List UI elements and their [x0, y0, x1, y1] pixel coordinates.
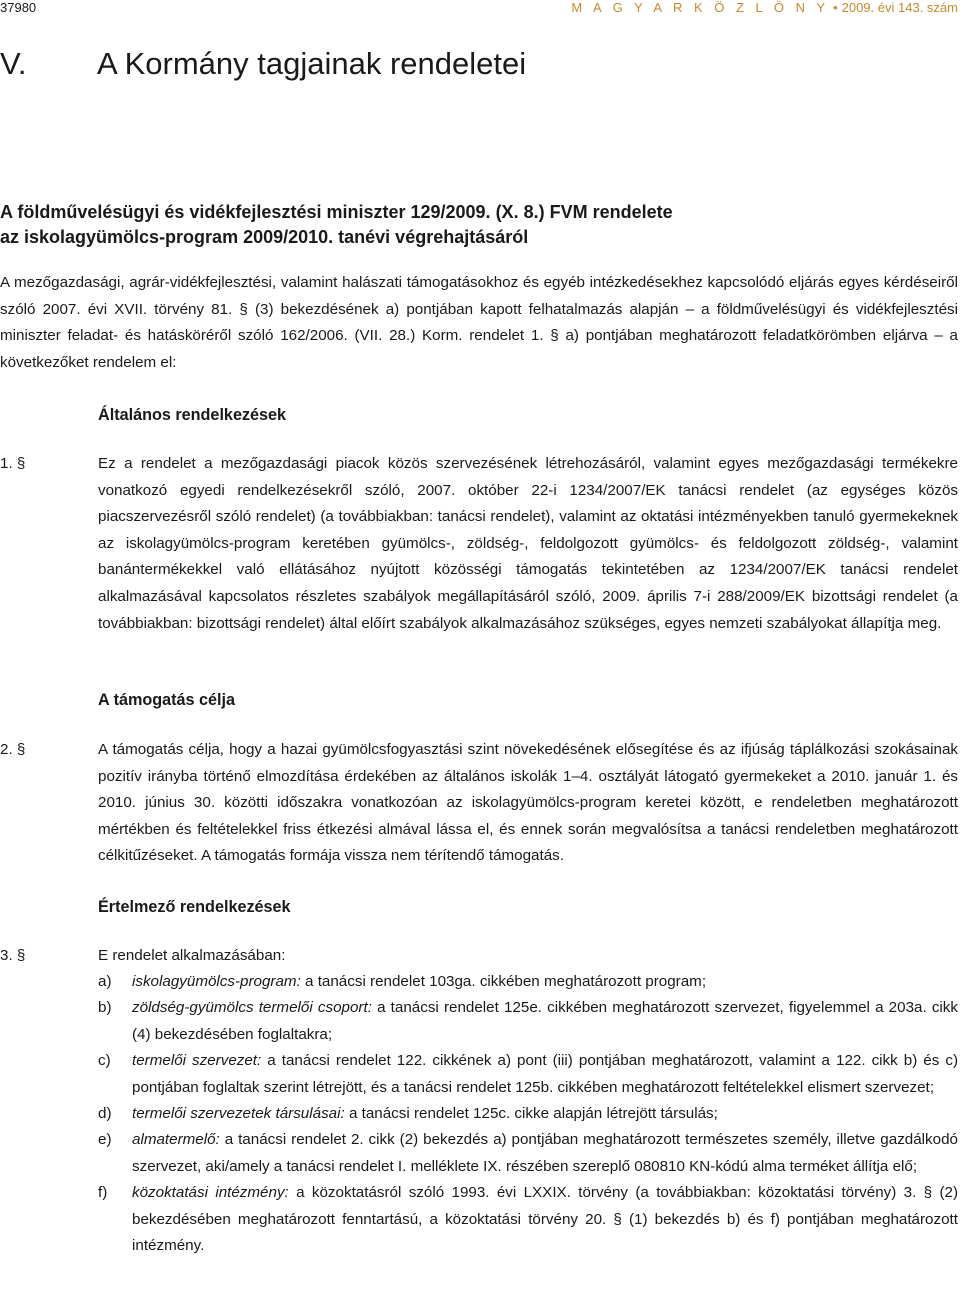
decree-title-line-1: A földművelésügyi és vidékfejlesztési miniszter 129/2009. (X. 8.) FVM rendelete	[0, 202, 673, 222]
paragraph-2	[0, 737, 958, 870]
definition-term: zöldség-gyümölcs termelői csoport:	[132, 999, 372, 1017]
decree-title	[0, 200, 960, 250]
definition-letter: c)	[98, 1052, 111, 1070]
definition-letter: e)	[98, 1131, 112, 1149]
section-heading-general: Általános rendelkezések	[98, 406, 287, 424]
paragraph-3	[0, 943, 958, 970]
definition-text: a tanácsi rendelet 103ga. cikkében meghatározott program;	[300, 973, 707, 990]
journal-name: M A G Y A R K Ö Z L Ö N Y	[571, 0, 830, 15]
paragraph-text: E rendelet alkalmazásában:	[98, 947, 286, 964]
paragraph-number: 1. §	[0, 455, 26, 472]
definition-term: termelői szervezet:	[132, 1052, 262, 1070]
definition-item	[98, 1180, 958, 1259]
definition-item	[98, 1101, 958, 1127]
definition-term: termelői szervezetek társulásai:	[132, 1105, 345, 1123]
definition-item	[98, 995, 958, 1048]
paragraph-1	[0, 451, 958, 637]
paragraph-number: 3. §	[0, 947, 26, 964]
definition-item	[98, 969, 958, 995]
definition-text: a tanácsi rendelet 125e. cikkében meghatározott szervezet, figyelemmel a 203a. cikk (4) bekezdésében foglaltakra;	[132, 999, 958, 1043]
page-number: 37980	[0, 0, 37, 15]
definition-text: a tanácsi rendelet 122. cikkének a) pont (iii) pontjában meghatározott, valamint a 122. cikk b) és c) pontjában foglaltak szerint létrejött, és a tanácsi rendelet 125b. cikkében meghatározott feltételekkel elismert szervezet;	[132, 1052, 959, 1096]
definition-term: iskolagyümölcs-program:	[132, 973, 301, 990]
definitions-list	[0, 969, 958, 1259]
definition-letter: b)	[98, 999, 112, 1017]
bullet-separator: •	[833, 0, 838, 15]
page-header	[0, 0, 958, 16]
paragraph-text: A támogatás célja, hogy a hazai gyümölcsfogyasztási szint növekedésének elősegítése és az ifjúság táplálkozási szokásainak pozitív irányba történő elmozdítása érdekében az általános iskolák 1–4. osztályát látogató gyermekeket a 2010. január 1. és 2010. június 30. közötti időszakra vonatkozóan az iskolagyümölcs-program keretei között, e rendeletben meghatározott mértékben és feltételekkel friss étkezési almával lássa el, és ennek során megvalósítsa a tanácsi rendeletben meghatározott célkitűzéseket. A támogatás formája vissza nem térítendő támogatás.	[98, 741, 958, 865]
journal-reference	[571, 0, 958, 16]
paragraph-text: Ez a rendelet a mezőgazdasági piacok közös szervezésének létrehozásáról, valamint egyes mezőgazdasági termékekre vonatkozó egyedi rendelkezésekről szóló, 2007. október 22-i 1234/2007/EK tanácsi rendelet (az egységes közös piacszervezésről szóló rendelet) (a továbbiakban: tanácsi rendelet), valamint az oktatási intézményekben tanuló gyermekeknek az iskolagyümölcs-program keretében gyümölcs-, zöldség-, feldolgozott gyümölcs- és feldolgozott zöldség-, valamint banántermékekkel való ellátásához nyújtott közösségi támogatás tekintetében az 1234/2007/EK tanácsi rendelet alkalmazásával kapcsolatos részletes szabályok megállapításáról szóló, 2009. április 7-i 288/2009/EK bizottsági rendelet (a továbbiakban: bizottsági rendelet) által előírt szabályok alkalmazásához szükséges, egyes nemzeti szabályokat állapítja meg.	[98, 455, 958, 632]
definition-text: a tanácsi rendelet 2. cikk (2) bekezdés a) pontjában meghatározott természetes személy, illetve gazdálkodó szervezet, aki/amely a tanácsi rendelet I. melléklete IX. részében szereplő 080810 KN-kódú alma terméket állítja elő;	[132, 1131, 958, 1175]
chapter-title: A Kormány tagjainak rendeletei	[97, 46, 527, 81]
section-heading-interpretation: Értelmező rendelkezések	[98, 898, 291, 916]
definition-letter: a)	[98, 973, 112, 990]
paragraph-number: 2. §	[0, 741, 26, 758]
definition-item	[98, 1048, 959, 1101]
definition-letter: d)	[98, 1105, 112, 1123]
decree-title-line-2: az iskolagyümölcs-program 2009/2010. tanévi végrehajtásáról	[0, 227, 529, 247]
definition-letter: f)	[98, 1184, 108, 1202]
decree-preamble: A mezőgazdasági, agrár-vidékfejlesztési, valamint halászati támogatásokhoz és egyéb intézkedésekhez kapcsolódó eljárás egyes kérdéseiről szóló 2007. évi XVII. törvény 81. § (3) bekezdésének a) pontjában kapott felhatalmazás alapján – a földművelésügyi és vidékfejlesztési miniszter feladat- és hatásköréről szóló 162/2006. (VII. 28.) Korm. rendelet 1. § a) pontjában meghatározott feladatkörömben eljárva – a következőket rendelem el:	[0, 274, 958, 372]
definition-term: almatermelő:	[132, 1131, 220, 1149]
chapter-number: V.	[0, 46, 27, 81]
section-heading-aim: A támogatás célja	[98, 691, 236, 709]
definition-text: a közoktatásról szóló 1993. évi LXXIX. törvény (a továbbiakban: közoktatási törvény) 3. § (2) bekezdésében meghatározott fenntartású, a közoktatási törvény 20. § (1) bekezdés b) és f) pontjában meghatározott intézmény.	[132, 1184, 958, 1255]
journal-issue: 2009. évi 143. szám	[841, 0, 958, 15]
definition-term: közoktatási intézmény:	[132, 1184, 289, 1202]
definition-item	[98, 1127, 958, 1180]
chapter-heading	[0, 40, 960, 88]
definition-text: a tanácsi rendelet 125c. cikke alapján létrejött társulás;	[344, 1105, 718, 1123]
